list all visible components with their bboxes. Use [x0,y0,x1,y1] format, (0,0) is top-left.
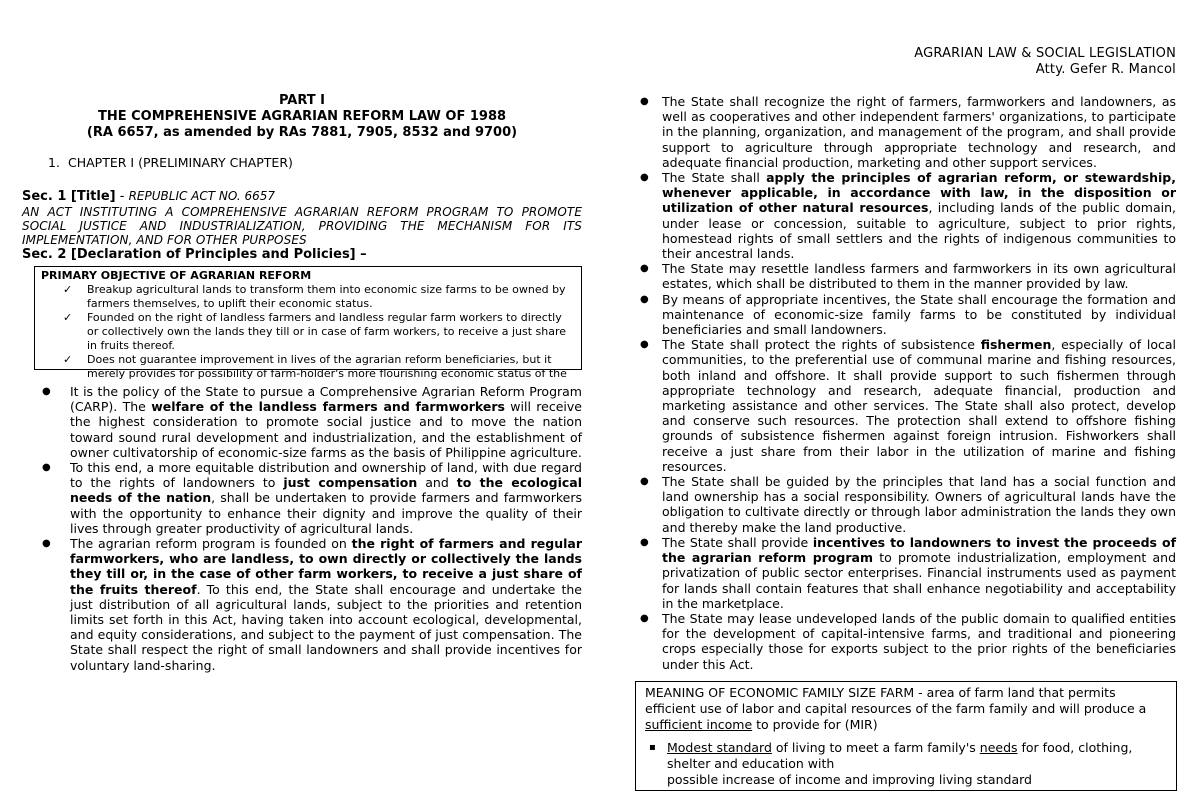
text-run: , especially of local communities, to the preferential use of communal marine and fishing resources, both inland and offshore. It shall provide support to such fishermen through appropriate technology and research, adequate financial, production and marketing assistance and other services. The State shall also protect, develop and conserve such resources. The protection shall extend to offshore fishing grounds of subsistence fishermen against foreign intrusion. Fishworkers shall receive a just share from their labor in the utilization of marine and fishing resources. [662,337,1176,474]
bold-text: apply the principles of agrarian reform, or stewardship, whenever applicable, in accordance with law, in the disposition or utilization of other natural resources [662,170,1177,216]
bullet-icon: ● [42,538,51,550]
author-name: Atty. Gefer R. Mancol [1035,62,1176,77]
objective-list [41,283,575,381]
bullet-icon: ● [640,172,649,184]
part-subtitle: THE COMPREHENSIVE AGRARIAN REFORM LAW OF 1988 [97,109,507,124]
list-item [63,311,575,353]
state-policy-list [640,94,1176,672]
bullet-icon: ▪ [649,742,656,753]
list-item [640,337,1176,474]
section-1-title: Sec. 1 [Title] [22,189,116,204]
act-full-title: AN ACT INSTITUTING A COMPREHENSIVE AGRARIAN REFORM PROGRAM TO PROMOTE SOCIAL JUSTICE AND INDUSTRIALIZATION, PROVIDING THE MECHANISM FOR ITS IMPLEMENTATION, AND FOR OTHER PURPOSES [22,205,582,247]
page-header [914,46,1176,78]
family-farm-definition [645,685,1167,733]
bold-text: the right of farmers and regular farmworkers, who are landless, to own directly or collectively the lands they till or, in the case of other farm workers, to receive a just share of the fruits thereof [70,536,582,597]
text-run: To this end, a more equitable distribution and ownership of land, with due regard to the rights of landowners to [70,460,582,491]
part-ra-reference: (RA 6657, as amended by RAs 7881, 7905, 8532 and 9700) [86,125,518,140]
chapter-heading [48,155,582,171]
bold-text: just compensation [283,475,418,491]
list-item [42,384,582,460]
left-column [22,93,582,673]
bullet-icon: ● [640,339,649,351]
text-run: of living to meet a farm family's [771,740,980,755]
text-run: The State may resettle landless farmers and farmworkers in its own agricultural estates, which shall be distributed to them in the manner provided by law. [662,261,1176,292]
section-1-separator: - [115,189,129,204]
bullet-icon: ● [640,476,649,488]
text-run: By means of appropriate incentives, the State shall encourage the formation and maintenance of economic-size family farms to be constituted by individual beneficiaries and small landowners. [662,291,1176,338]
bold-text: fishermen [980,337,1052,353]
text-run: The State shall be guided by the principles that land has a social function and land ownership has a social responsibility. Owners of agricultural lands have the obligation to cultivate directly or through labor administration the lands they own and thereby make the land productive. [662,474,1176,535]
primary-objective-box [34,266,582,380]
family-farm-list [645,740,1167,787]
text-run: will receive the highest consideration to promote social justice and to move the nation toward sound rural development and industrialization, and the establishment of owner cultivatorship of economic-size farms as the basis of Philippine agriculture. [70,399,582,460]
bullet-icon: ● [640,293,649,305]
list-item [640,474,1176,535]
text-run: , including lands of the public domain, under lease or concession, suitable to agriculture, subject to prior rights, homestead rights of small settlers and the rights of indigenous communities to their ancestral lands. [662,200,1176,262]
section-1-heading [22,188,582,205]
bold-text: welfare of the landless farmers and farmworkers [151,399,505,415]
objective-text: Founded on the right of landless farmers and landless regular farm workers to directly or collectively own the lands they till or in case of farm workers, to receive a just share in fruits thereof. [87,311,567,352]
objective-text: Breakup agricultural lands to transform them into economic size farms to be owned by farmers themselves, to uplift their economic status. [87,283,566,310]
list-item [640,535,1176,611]
text-run: The State shall recognize the right of farmers, farmworkers and landowners, as well as cooperatives and other independent farmers' organizations, to participate in the planning, organization, and management of the program, and shall provide support to agriculture through appropriate technology and research, and adequate financial production, marketing and other support services. [662,94,1176,170]
text-run: The agrarian reform program is founded on [70,536,352,552]
list-item [645,772,1167,787]
bold-text: to the ecological needs of the nation [70,475,583,506]
list-item [640,170,1176,261]
text-run: The State shall protect the rights of subsistence [662,337,981,353]
part-heading [22,93,582,141]
list-item [640,292,1176,338]
checkmark-icon: ✓ [63,353,73,366]
course-title: AGRARIAN LAW & SOCIAL LEGISLATION [914,46,1176,61]
text-run: to provide for (MIR) [752,717,878,732]
text-run: possible increase of income and improving living standard [667,772,1032,787]
list-item [645,740,1167,772]
text-run: The State may lease undeveloped lands of the public domain to qualified entities for the development of capital-intensive farms, and traditional and pioneering crops especially those for exports subject to the prior rights of the beneficiaries under this Act. [662,610,1176,672]
text-run: The State shall provide [662,534,813,550]
list-item [640,94,1176,170]
text-run: and [417,475,457,491]
economic-family-farm-box [635,681,1177,791]
bullet-icon: ● [640,536,649,548]
list-item [42,536,582,673]
list-item [63,353,575,381]
act-number: REPUBLIC ACT NO. 6657 [128,189,276,203]
section-2-heading: Sec. 2 [Declaration of Principles and Policies] – [22,247,367,262]
bullet-icon: ● [42,386,51,397]
checkmark-icon: ✓ [63,311,73,324]
list-item [42,460,582,536]
text-run: The State shall [662,170,767,186]
chapter-label: CHAPTER I (PRELIMINARY CHAPTER) [68,155,293,170]
underlined-text: needs [979,740,1018,755]
policy-bullet-list [42,384,582,673]
text-run: to promote industrialization, employment and privatization of public sector enterprises. Financial instruments used as payment for lands shall contain features that shall enhance negotiability and acceptability in the marketplace. [662,550,1177,611]
bullet-icon: ● [640,612,649,624]
text-run: MEANING OF ECONOMIC FAMILY SIZE FARM - area of farm land that permits efficient use of labor and capital resources of the farm family and will produce a [645,685,1147,716]
primary-objective-title: PRIMARY OBJECTIVE OF AGRARIAN REFORM [41,269,312,282]
objective-text: Does not guarantee improvement in lives of the agrarian reform beneficiaries, but it merely provides for possibility of farm-holder's more flourishing economic status of the [87,353,567,380]
underlined-text: Modest standard [667,740,772,755]
text-run: . To this end, the State shall encourage and undertake the just distribution of all agricultural lands, subject to the priorities and retention limits set forth in this Act, having taken into account ecological, developmental, and equity considerations, and subject to the payment of just compensation. The State shall respect the right of small landowners and shall provide incentives for voluntary land-sharing. [70,581,582,673]
bullet-icon: ● [640,263,649,275]
bold-text: incentives to landowners to invest the proceeds of the agrarian reform program [662,534,1177,566]
checkmark-icon: ✓ [63,283,73,296]
list-item [640,611,1176,672]
chapter-number: 1. [48,155,60,170]
text-run: for food, clothing, shelter and education with [667,740,1133,771]
bullet-icon: ● [42,462,51,474]
list-item [63,283,575,311]
text-run: , shall be undertaken to provide farmers and farmworkers with the opportunity to enhance their dignity and improve the quality of their lives through greater productivity of agricultural lands. [70,490,583,536]
underlined-text: sufficient income [645,717,753,732]
bullet-icon: ● [640,96,649,107]
right-column [640,94,1176,672]
part-title: PART I [278,93,326,108]
text-run: It is the policy of the State to pursue a Comprehensive Agrarian Reform Program (CARP). The [70,384,582,415]
list-item [640,261,1176,291]
